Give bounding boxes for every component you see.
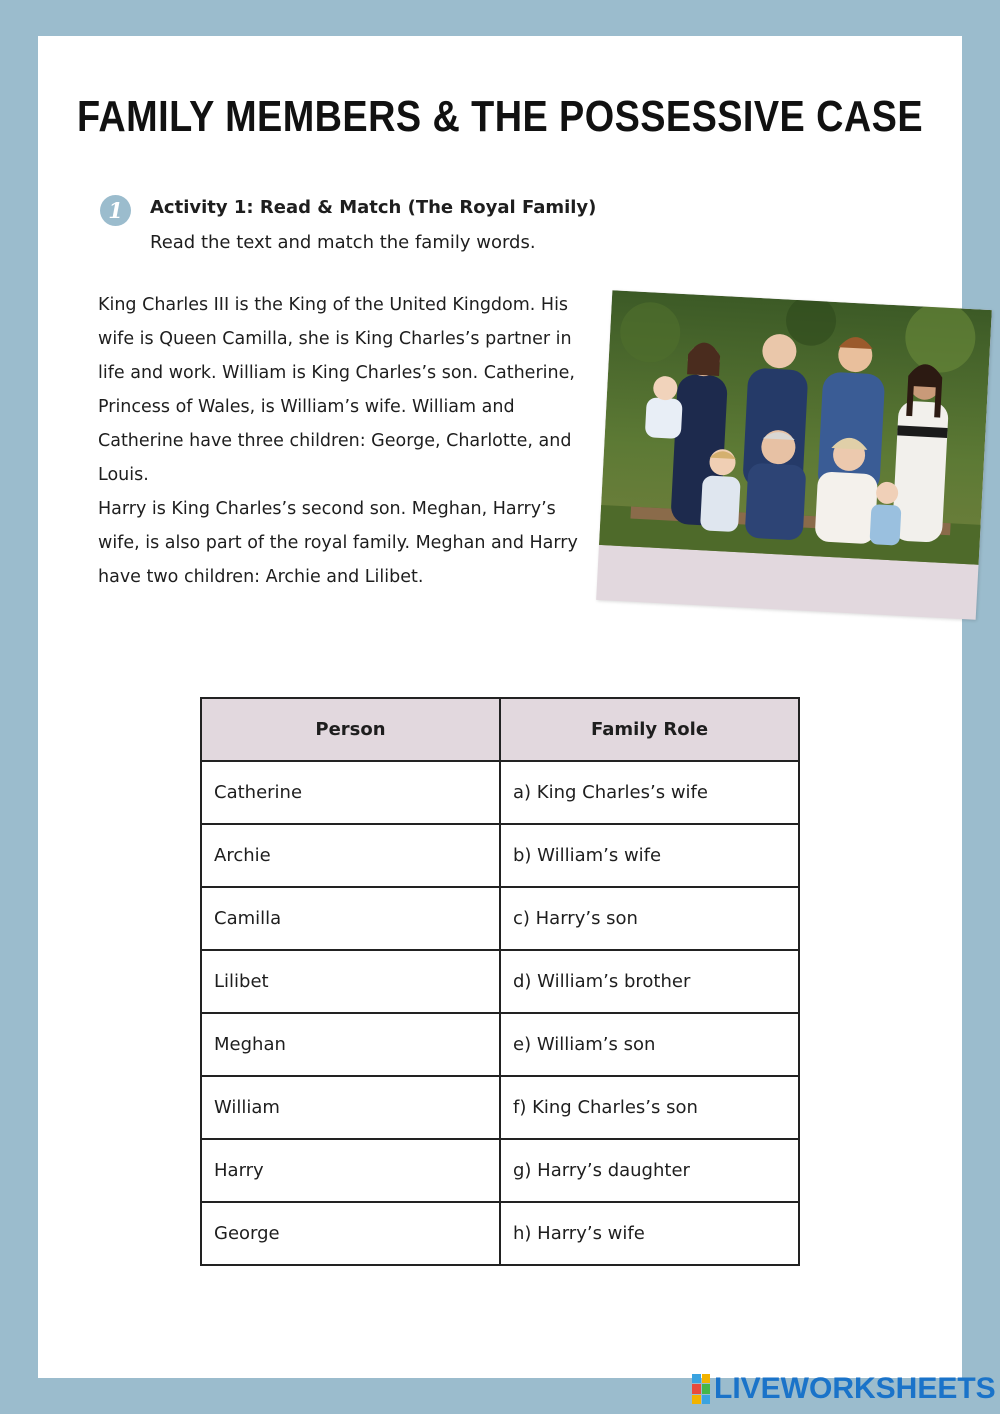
photo-frame: [596, 290, 992, 619]
table-row: [201, 887, 799, 950]
activity-instruction: Read the text and match the family words.: [150, 232, 536, 253]
table-row: [201, 1139, 799, 1202]
table-row: [201, 1013, 799, 1076]
royal-family-photo: [596, 290, 992, 619]
reading-paragraph-2: Harry is King Charles’s second son. Meghan, Harry’s wife, is also part of the royal family. Meghan and Harry have two children: Archie and Lilibet.: [98, 499, 578, 587]
role-cell[interactable]: h) Harry’s wife: [500, 1202, 799, 1265]
person-cell[interactable]: Camilla: [201, 887, 500, 950]
family-photo-illustration: [596, 290, 992, 619]
person-cell[interactable]: Archie: [201, 824, 500, 887]
person-cell[interactable]: Harry: [201, 1139, 500, 1202]
person-cell[interactable]: Lilibet: [201, 950, 500, 1013]
page-title: FAMILY MEMBERS & THE POSSESSIVE CASE: [76, 92, 924, 141]
header-person: Person: [201, 698, 500, 761]
role-cell[interactable]: b) William’s wife: [500, 824, 799, 887]
liveworksheets-icon: [692, 1374, 710, 1404]
person-cell[interactable]: George: [201, 1202, 500, 1265]
table-row: [201, 761, 799, 824]
liveworksheets-wordmark: LIVEWORKSHEETS: [714, 1372, 996, 1405]
table-row: [201, 950, 799, 1013]
table-row: [201, 1076, 799, 1139]
person-cell[interactable]: Meghan: [201, 1013, 500, 1076]
activity-number-badge: 1: [100, 195, 131, 226]
person-cell[interactable]: William: [201, 1076, 500, 1139]
role-cell[interactable]: c) Harry’s son: [500, 887, 799, 950]
activity-title: Activity 1: Read & Match (The Royal Family): [150, 197, 597, 218]
header-family-role: Family Role: [500, 698, 799, 761]
table-row: [201, 1202, 799, 1265]
table-row: [201, 824, 799, 887]
person-cell[interactable]: Catherine: [201, 761, 500, 824]
liveworksheets-logo[interactable]: [692, 1372, 996, 1406]
role-cell[interactable]: e) William’s son: [500, 1013, 799, 1076]
role-cell[interactable]: g) Harry’s daughter: [500, 1139, 799, 1202]
reading-paragraph-1: King Charles III is the King of the United Kingdom. His wife is Queen Camilla, she is King Charles’s partner in life and work. William is King Charles’s son. Catherine, Princess of Wales, is William’s wife. William and Catherine have three children: George, Charlotte, and Louis.: [98, 295, 575, 485]
matching-table: [200, 697, 800, 1266]
table-header-row: [201, 698, 799, 761]
role-cell[interactable]: a) King Charles’s wife: [500, 761, 799, 824]
role-cell[interactable]: f) King Charles’s son: [500, 1076, 799, 1139]
role-cell[interactable]: d) William’s brother: [500, 950, 799, 1013]
reading-text: [98, 288, 588, 594]
